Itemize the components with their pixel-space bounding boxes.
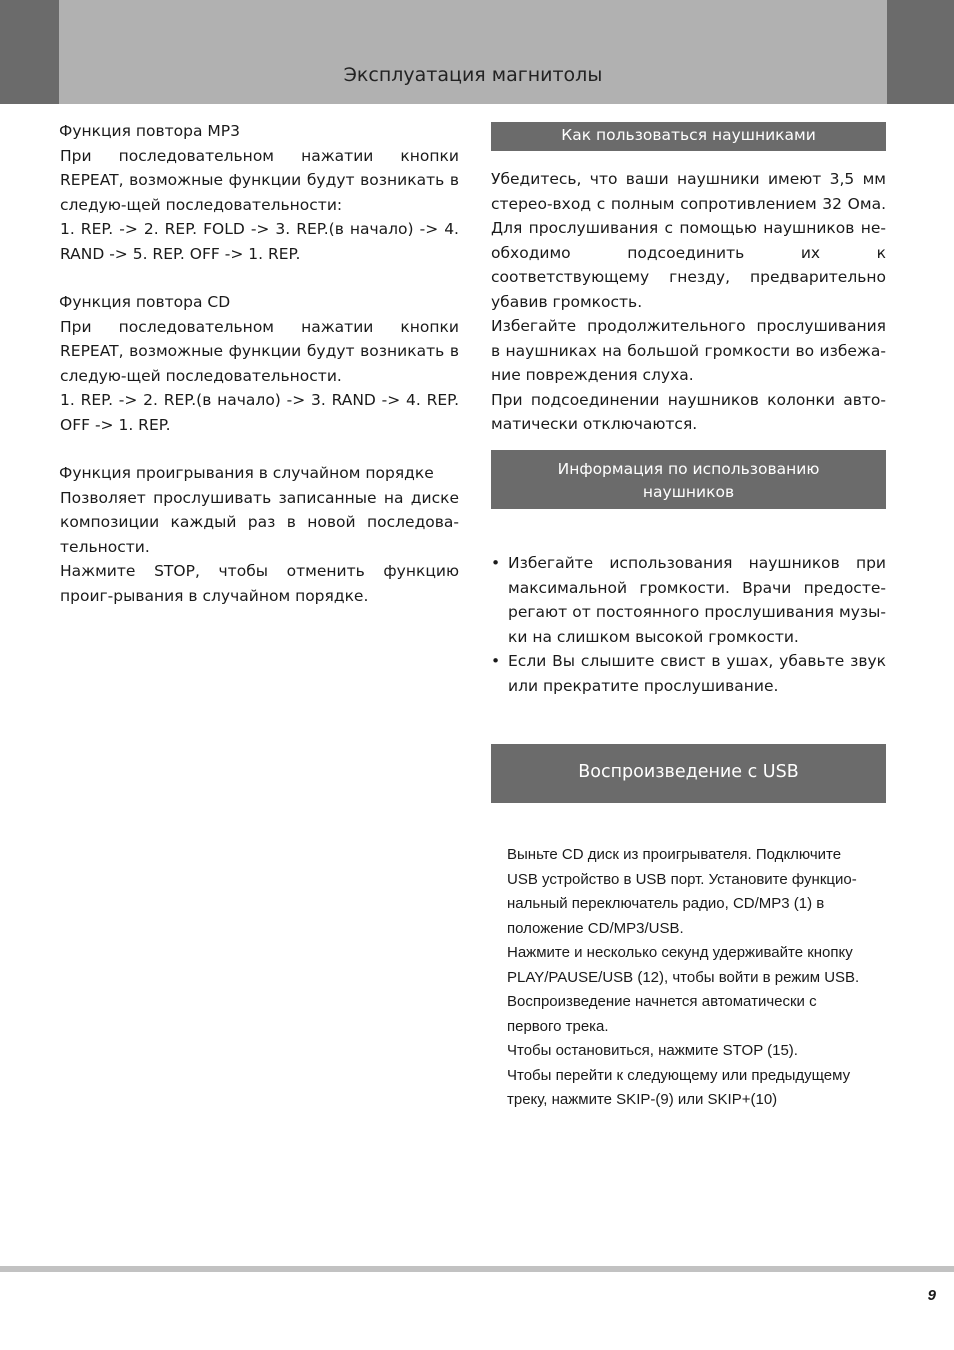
headphones-paragraph-2: Избегайте продолжительного прослушивания в наушниках на большой громкости во избежа-ние повреждения слуха. — [491, 317, 886, 384]
page-header — [0, 0, 954, 104]
page-title: Эксплуатация магнитолы — [343, 64, 603, 86]
cd-repeat-text: При последовательном нажатии кнопки REPEAT, возможные функции будут возникать в следую-щей последовательности. — [60, 317, 459, 385]
mp3-repeat-heading: Функция повтора MP3 — [59, 122, 240, 140]
left-column — [59, 119, 459, 632]
headphones-info-bar — [491, 450, 886, 509]
headphones-info-list — [491, 551, 886, 698]
usb-line: PLAY/PAUSE/USB (12), чтобы войти в режим USB. — [507, 968, 860, 986]
usb-line: Воспроизведение начнется автоматически с — [507, 993, 817, 1010]
headphones-usage-text — [491, 167, 886, 437]
page-number: 9 — [927, 1287, 936, 1304]
usb-line: USB устройство в USB порт. Установите функцио- — [507, 870, 857, 888]
usb-line: положение CD/MP3/USB. — [507, 919, 684, 937]
header-tab-right — [887, 0, 954, 104]
random-play-section — [59, 461, 459, 608]
usb-line: Чтобы перейти к следующему или предыдущему — [507, 1066, 851, 1084]
usb-line: Чтобы остановиться, нажмите STOP (15). — [507, 1042, 798, 1059]
headphones-info-bar-line-1: Информация по использованию — [557, 460, 820, 478]
headphones-paragraph-3: При подсоединении наушников колонки авто-матически отключаются. — [491, 390, 886, 433]
usb-playback-text — [507, 843, 897, 1113]
mp3-repeat-sequence: 1. REP. -> 2. REP. FOLD -> 3. REP.(в начало) -> 4. RAND -> 5. REP. OFF -> 1. REP. — [60, 220, 459, 263]
random-play-text: Позволяет прослушивать записанные на диске композиции каждый раз в новой последова-тельности. — [60, 488, 459, 556]
bullet-icon: • — [491, 554, 501, 572]
list-item — [491, 551, 886, 649]
mp3-repeat-section — [59, 119, 459, 266]
usb-playback-bar: Воспроизведение с USB — [491, 744, 886, 803]
cd-repeat-heading: Функция повтора CD — [59, 293, 231, 311]
usb-line: нальный переключатель радио, CD/MP3 (1) в — [507, 895, 825, 912]
usb-line: первого трека. — [507, 1017, 609, 1035]
mp3-repeat-text: При последовательном нажатии кнопки REPEAT, возможные функции будут возникать в следую-щей последовательности: — [60, 146, 459, 214]
usb-line: Нажмите и несколько секунд удерживайте кнопку — [507, 944, 853, 961]
random-play-heading: Функция проигрывания в случайном порядке — [59, 464, 434, 482]
cd-repeat-sequence: 1. REP. -> 2. REP.(в начало) -> 3. RAND -> 4. REP. OFF -> 1. REP. — [60, 391, 459, 434]
usb-line: треку, нажмите SKIP-(9) или SKIP+(10) — [507, 1091, 778, 1108]
cd-repeat-section — [59, 290, 459, 437]
list-item — [491, 649, 886, 698]
list-item-text: Избегайте использования наушников при максимальной громкости. Врачи предосте-регают от постоянного прослушивания музы-ки на слишком высокой громкости. — [508, 554, 886, 646]
header-tab-left — [0, 0, 59, 104]
list-item-text: Если Вы слышите свист в ушах, убавьте звук или прекратите прослушивание. — [508, 652, 886, 695]
footer-divider — [0, 1266, 954, 1272]
random-play-stop-text: Нажмите STOP, чтобы отменить функцию проиг-рывания в случайном порядке. — [60, 562, 459, 605]
headphones-info-bar-line-2: наушников — [642, 483, 735, 501]
usb-line: Выньте CD диск из проигрывателя. Подключите — [507, 846, 842, 863]
headphones-usage-bar: Как пользоваться наушниками — [491, 122, 886, 151]
bullet-icon: • — [491, 652, 501, 670]
headphones-paragraph-1: Убедитесь, что ваши наушники имеют 3,5 мм стерео-вход с полным сопротивлением 32 Ома. Для прослушивания с помощью наушников не-обходимо подсоединить их к соответствующему гнезду, предварительно убавив громкость. — [491, 170, 886, 311]
